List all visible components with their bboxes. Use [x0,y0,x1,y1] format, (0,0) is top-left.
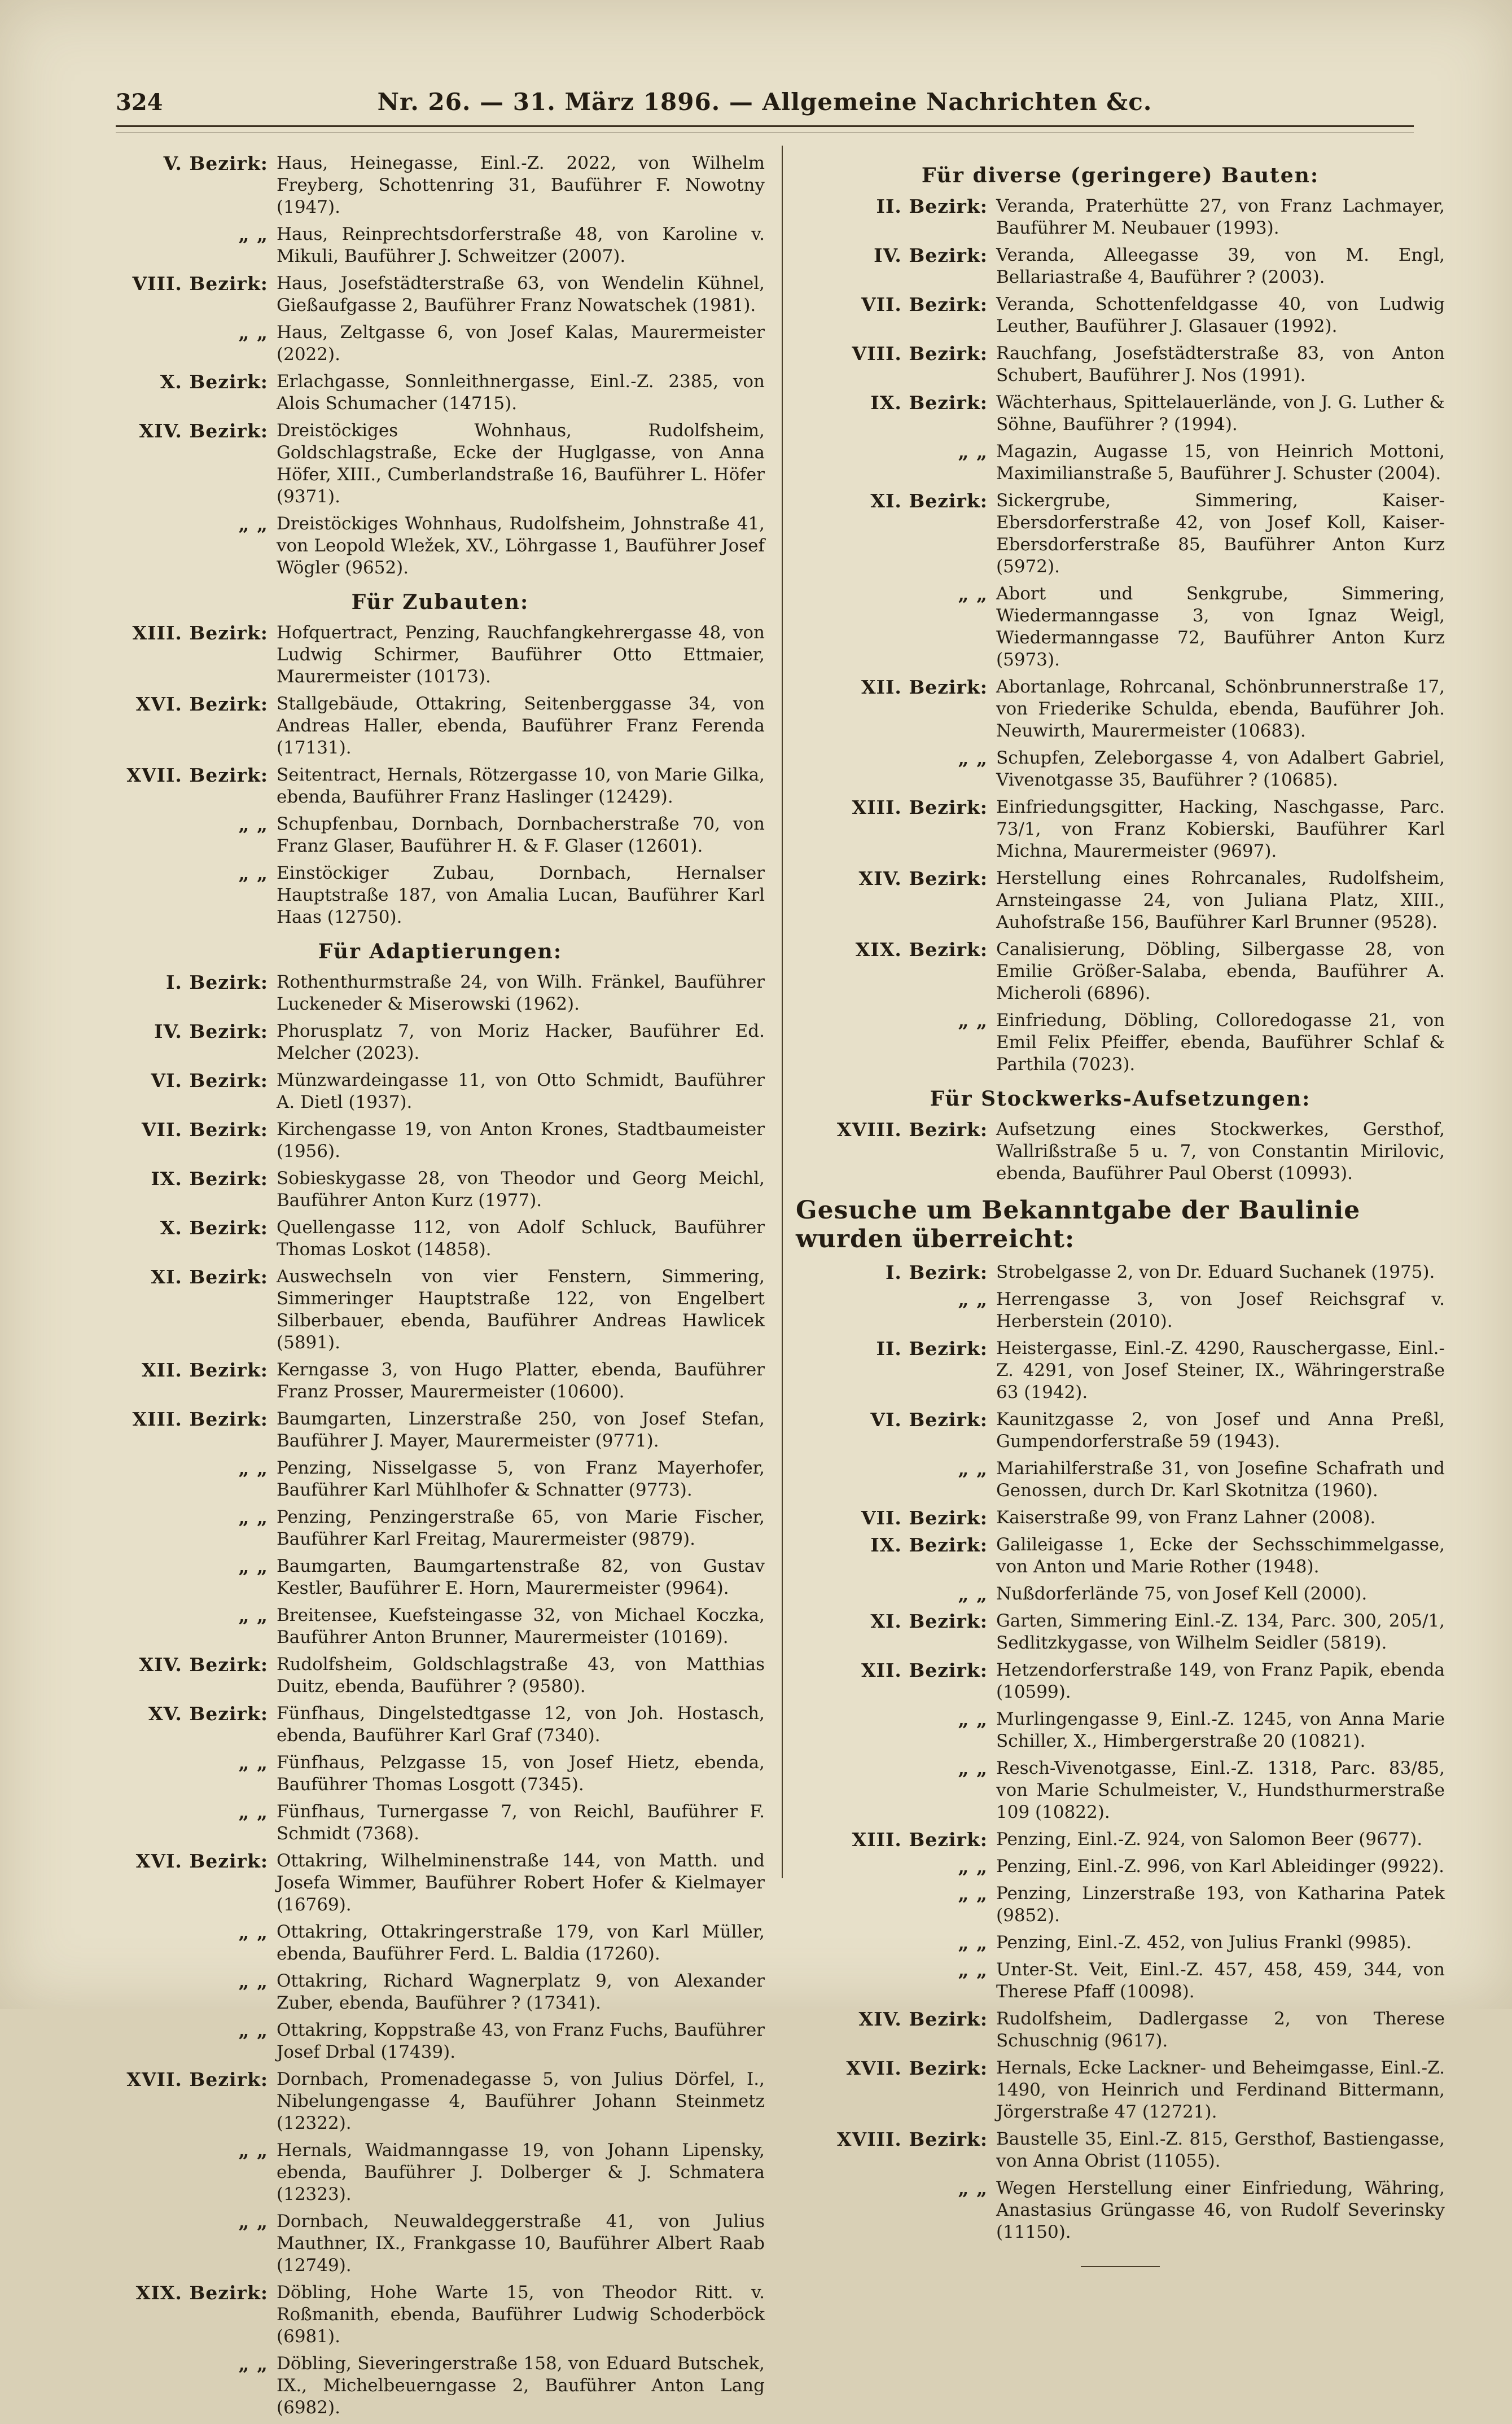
district-label: „ „ [958,747,988,769]
entry-text: Einfriedung, Döbling, Colloredogasse 21, von Emil Felix Pfeiffer, ebenda, Bauführer Schlaf & Parthila (7023). [996,1010,1445,1075]
district-label: XIII. Bezirk: [852,796,988,818]
listing-entry [796,1534,1445,1578]
entry-text: Baustelle 35, Einl.-Z. 815, Gersthof, Bastiengasse, von Anna Obrist (11055). [996,2129,1445,2171]
entry-text: Abort und Senkgrube, Simmering, Wiedermanngasse 3, von Ignaz Weigl, Wiedermanngasse 72, Bauführer Anton Kurz (5973). [996,584,1445,670]
district-label: „ „ [238,1605,268,1627]
entry-text: Münzwardeingasse 11, von Otto Schmidt, Bauführer A. Dietl (1937). [277,1070,765,1112]
entry-text: Dornbach, Promenadegasse 5, von Julius Dörfel, I., Nibelungengasse 4, Bauführer Johann Steinmetz (12322). [277,2069,765,2133]
district-label: IX. Bezirk: [870,392,988,414]
entry-text: Haus, Josefstädterstraße 63, von Wendelin Kühnel, Gießaufgasse 2, Bauführer Franz Nowatschek (1981). [277,273,765,315]
listing-entry [116,420,765,508]
entry-text: Mariahilferstraße 31, von Josefine Schafrath und Genossen, durch Dr. Karl Skotnitza (1960). [996,1458,1445,1501]
listing-entry [116,622,765,688]
district-label: „ „ [238,2353,268,2375]
district-label: IX. Bezirk: [151,1168,268,1190]
entry-text: Magazin, Augasse 15, von Heinrich Mottoni, Maximilianstraße 5, Bauführer J. Schuster (2004). [996,441,1445,484]
district-label: X. Bezirk: [160,371,268,393]
section-heading: Für Zubauten: [351,590,529,614]
listing-entry [796,1959,1445,2003]
entry-text: Fünfhaus, Turnergasse 7, von Reichl, Bauführer F. Schmidt (7368). [277,1801,765,1844]
right-column [796,152,1445,2267]
listing-entry [796,1932,1445,1954]
entry-text: Breitensee, Kuefsteingasse 32, von Michael Koczka, Bauführer Anton Brunner, Maurermeister (10169). [277,1605,765,1647]
district-label: X. Bezirk: [160,1217,268,1239]
entry-text: Einfriedungsgitter, Hacking, Naschgasse, Parc. 73/1, von Franz Kobierski, Bauführer Karl Michna, Maurermeister (9697). [996,797,1445,861]
listing-entry [796,676,1445,742]
district-label: „ „ [238,1921,268,1943]
entry-text: Baumgarten, Linzerstraße 250, von Josef Stefan, Bauführer J. Mayer, Maurermeister (9771). [277,1409,765,1451]
listing-entry [796,1757,1445,1824]
entry-text: Penzing, Linzerstraße 193, von Katharina Patek (9852). [996,1883,1445,1926]
entry-text: Stallgebäude, Ottakring, Seitenberggasse 34, von Andreas Haller, ebenda, Bauführer Franz Ferenda (17131). [277,694,765,758]
section-heading: Für Adaptierungen: [318,940,563,963]
listing-entry [796,583,1445,671]
listing-entry [796,2057,1445,2123]
listing-entry [116,1069,765,1114]
listing-entry [116,2019,765,2063]
entry-text: Strobelgasse 2, von Dr. Eduard Suchanek (1975). [996,1262,1435,1282]
entry-text: Fünfhaus, Pelzgasse 15, von Josef Hietz, ebenda, Bauführer Thomas Losgott (7345). [277,1752,765,1795]
listing-entry [796,1883,1445,1927]
listing-entry [796,1338,1445,1404]
district-label: VII. Bezirk: [141,1119,268,1141]
listing-entry [796,867,1445,933]
entry-text: Hernals, Ecke Lackner- und Beheimgasse, Einl.-Z. 1490, von Heinrich und Ferdinand Bittermann, Jörgerstraße 47 (12721). [996,2058,1445,2122]
listing-entry [116,1921,765,1965]
district-label: VI. Bezirk: [870,1409,988,1431]
listing-entry [116,693,765,759]
entry-text: Hernals, Waidmanngasse 19, von Johann Lipensky, ebenda, Bauführer J. Dolberger & J. Schmatera (12323). [277,2140,765,2204]
district-label: XII. Bezirk: [861,1659,988,1681]
section-heading: Für Stockwerks-Aufsetzungen: [930,1087,1311,1111]
listing-entry [116,513,765,579]
district-label: II. Bezirk: [876,195,988,217]
entry-text: Haus, Zeltgasse 6, von Josef Kalas, Maurermeister (2022). [277,322,765,365]
entry-text: Ottakring, Koppstraße 43, von Franz Fuchs, Bauführer Josef Drbal (17439). [277,2020,765,2062]
district-label: „ „ [958,1856,988,1878]
listing-entry [796,1856,1445,1878]
listing-entry [116,1119,765,1163]
listing-entry [796,939,1445,1005]
district-label: XI. Bezirk: [870,1610,988,1632]
listing-entry [796,392,1445,436]
listing-entry [796,1288,1445,1332]
listing-entry [796,1119,1445,1185]
district-label: „ „ [958,1010,988,1032]
listing-entry [116,1168,765,1212]
listing-entry [796,1507,1445,1529]
entry-text: Penzing, Einl.-Z. 924, von Salomon Beer (9677). [996,1829,1423,1849]
entry-text: Penzing, Einl.-Z. 996, von Karl Ableidinger (9922). [996,1856,1445,1877]
listing-entry [796,441,1445,485]
entry-text: Erlachgasse, Sonnleithnergasse, Einl.-Z. 2385, von Alois Schumacher (14715). [277,371,765,414]
listing-entry [116,1020,765,1064]
entry-text: Haus, Heinegasse, Einl.-Z. 2022, von Wilhelm Freyberg, Schottenring 31, Bauführer F. Nowotny (1947). [277,153,765,217]
listing-entry [116,223,765,268]
listing-entry [116,1752,765,1796]
district-label: „ „ [958,441,988,463]
entry-text: Wächterhaus, Spittelauerlände, von J. G. Luther & Söhne, Bauführer ? (1994). [996,392,1445,435]
entry-text: Unter-St. Veit, Einl.-Z. 457, 458, 459, 344, von Therese Pfaff (10098). [996,1960,1445,2002]
entry-text: Penzing, Einl.-Z. 452, von Julius Frankl (9985). [996,1932,1412,1953]
district-label: VI. Bezirk: [151,1069,268,1092]
section-heading-large: Gesuche um Bekanntgabe der Baulinie wurden überreicht: [796,1196,1361,1253]
district-label: XI. Bezirk: [151,1266,268,1288]
end-rule [1081,2266,1160,2267]
listing-entry [116,1850,765,1916]
entry-text: Resch-Vivenotgasse, Einl.-Z. 1318, Parc. 83/85, von Marie Schulmeister, V., Hundsthurmerstraße 109 (10822). [996,1758,1445,1822]
listing-entry [796,1829,1445,1851]
district-label: XIV. Bezirk: [139,1654,268,1676]
entry-text: Galileigasse 1, Ecke der Sechsschimmelgasse, von Anton und Marie Rother (1948). [996,1535,1445,1577]
listing-entry [116,971,765,1015]
district-label: „ „ [238,2140,268,2162]
column-divider [782,146,783,1878]
listing-entry [116,371,765,415]
district-label: „ „ [238,1457,268,1479]
entry-text: Ottakring, Ottakringerstraße 179, von Karl Müller, ebenda, Bauführer Ferd. L. Baldia (17260). [277,1922,765,1964]
entry-text: Hofquertract, Penzing, Rauchfangkehrergasse 48, von Ludwig Schirmer, Bauführer Otto Ettmaier, Maurermeister (10173). [277,623,765,687]
district-label: „ „ [238,1970,268,1992]
district-label: V. Bezirk: [163,152,268,174]
district-label: XII. Bezirk: [861,676,988,698]
entry-text: Veranda, Alleegasse 39, von M. Engl, Bellariastraße 4, Bauführer ? (2003). [996,245,1445,287]
listing-entry [116,2282,765,2348]
listing-entry [796,1010,1445,1076]
district-label: VIII. Bezirk: [132,273,268,295]
listing-entry [116,1970,765,2014]
listing-entry [116,1359,765,1403]
entry-text: Dreistöckiges Wohnhaus, Rudolfsheim, Johnstraße 41, von Leopold Wležek, XV., Löhrgasse 1, Bauführer Josef Wögler (9652). [277,514,765,578]
entry-text: Canalisierung, Döbling, Silbergasse 28, von Emilie Größer-Salaba, ebenda, Bauführer A. Micheroli (6896). [996,939,1445,1003]
district-label: „ „ [238,2211,268,2233]
entry-text: Garten, Simmering Einl.-Z. 134, Parc. 300, 205/1, Sedlitzkygasse, von Wilhelm Seidler (5819). [996,1611,1445,1653]
district-label: „ „ [238,862,268,884]
district-label: „ „ [238,1801,268,1823]
left-column [116,152,765,2424]
district-label: „ „ [238,813,268,835]
district-label: XVII. Bezirk: [126,2068,268,2090]
entry-text: Ottakring, Wilhelminenstraße 144, von Matth. und Josefa Wimmer, Bauführer Robert Hofer & Kielmayer (16769). [277,1851,765,1915]
listing-entry [796,747,1445,791]
page-title: Nr. 26. — 31. März 1896. — Allgemeine Nachrichten &c. [377,88,1152,116]
listing-entry [116,1266,765,1354]
listing-entry [796,343,1445,387]
entry-text: Dreistöckiges Wohnhaus, Rudolfsheim, Goldschlagstraße, Ecke der Huglgasse, von Anna Höfer, XIII., Cumberlandstraße 16, Bauführer L. Höfer (9371). [277,420,765,507]
district-label: XIII. Bezirk: [852,1829,988,1851]
district-label: XIII. Bezirk: [132,622,268,644]
entry-text: Seitentract, Hernals, Rötzergasse 10, von Marie Gilka, ebenda, Bauführer Franz Haslinger (12429). [277,765,765,807]
listing-entry [116,1703,765,1747]
entry-text: Heistergasse, Einl.-Z. 4290, Rauschergasse, Einl.-Z. 4291, von Josef Steiner, IX., Währingerstraße 63 (1942). [996,1338,1445,1402]
entry-text: Kaiserstraße 99, von Franz Lahner (2008). [996,1507,1376,1528]
listing-entry [116,273,765,317]
listing-entry [116,764,765,808]
entry-text: Aufsetzung eines Stockwerkes, Gersthof, Wallrißstraße 5 u. 7, von Constantin Mirilovic, ebenda, Bauführer Paul Oberst (10993). [996,1119,1445,1183]
entry-text: Quellengasse 112, von Adolf Schluck, Bauführer Thomas Loskot (14858). [277,1217,765,1260]
district-label: VIII. Bezirk: [852,343,988,365]
entry-text: Wegen Herstellung einer Einfriedung, Währing, Anastasius Grüngasse 46, von Rudolf Severinsky (11150). [996,2178,1445,2242]
district-label: „ „ [958,1959,988,1981]
entry-text: Penzing, Penzingerstraße 65, von Marie Fischer, Bauführer Karl Freitag, Maurermeister (9879). [277,1507,765,1549]
entry-text: Kaunitzgasse 2, von Josef und Anna Preßl, Gumpendorferstraße 59 (1943). [996,1409,1445,1452]
entry-text: Sobieskygasse 28, von Theodor und Georg Meichl, Bauführer Anton Kurz (1977). [277,1168,765,1211]
district-label: I. Bezirk: [165,971,268,993]
district-label: „ „ [238,322,268,344]
section-heading: Für diverse (geringere) Bauten: [921,164,1320,187]
district-label: „ „ [958,1583,988,1605]
entry-text: Kirchengasse 19, von Anton Krones, Stadtbaumeister (1956). [277,1119,765,1161]
listing-entry [116,1605,765,1649]
listing-entry [796,1409,1445,1453]
listing-entry [796,796,1445,862]
district-label: XVIII. Bezirk: [836,1119,988,1141]
district-label: II. Bezirk: [876,1338,988,1360]
entry-text: Einstöckiger Zubau, Dornbach, Hernalser Hauptstraße 187, von Amalia Lucan, Bauführer Karl Haas (12750). [277,863,765,927]
district-label: XIV. Bezirk: [858,867,988,889]
listing-entry [796,1261,1445,1283]
district-label: XVII. Bezirk: [846,2057,988,2079]
district-label: „ „ [238,513,268,535]
listing-entry [796,490,1445,578]
district-label: XVI. Bezirk: [135,693,268,715]
district-label: XII. Bezirk: [141,1359,268,1381]
entry-text: Fünfhaus, Dingelstedtgasse 12, von Joh. Hostasch, ebenda, Bauführer Karl Graf (7340). [277,1703,765,1746]
entry-text: Döbling, Hohe Warte 15, von Theodor Ritt. v. Roßmanith, ebenda, Bauführer Ludwig Schoderböck (6981). [277,2282,765,2347]
district-label: „ „ [238,2019,268,2041]
district-label: XIII. Bezirk: [132,1408,268,1430]
listing-entry [116,1555,765,1599]
entry-text: Hetzendorferstraße 149, von Franz Papik, ebenda (10599). [996,1660,1445,1702]
entry-text: Haus, Reinprechtsdorferstraße 48, von Karoline v. Mikuli, Bauführer J. Schweitzer (2007). [277,224,765,266]
listing-entry [796,244,1445,288]
listing-entry [116,1217,765,1261]
entry-text: Rudolfsheim, Goldschlagstraße 43, von Matthias Duitz, ebenda, Bauführer ? (9580). [277,1654,765,1697]
listing-entry [116,2211,765,2277]
district-label: „ „ [238,1752,268,1774]
district-label: XIX. Bezirk: [135,2282,268,2304]
entry-text: Abortanlage, Rohrcanal, Schönbrunnerstraße 17, von Friederike Schulda, ebenda, Bauführer Joh. Neuwirth, Maurermeister (10683). [996,677,1445,741]
district-label: „ „ [958,1288,988,1310]
district-label: XVII. Bezirk: [126,764,268,786]
header-rule [116,125,1414,133]
district-label: I. Bezirk: [885,1261,988,1283]
listing-entry [116,2140,765,2206]
listing-entry [116,1506,765,1550]
entry-text: Rothenthurmstraße 24, von Wilh. Fränkel, Bauführer Luckeneder & Miserowski (1962). [277,972,765,1014]
entry-text: Sickergrube, Simmering, Kaiser-Ebersdorferstraße 42, von Josef Koll, Kaiser-Ebersdorferstraße 85, Bauführer Anton Kurz (5972). [996,490,1445,577]
listing-entry [116,862,765,928]
district-label: VII. Bezirk: [861,293,988,315]
district-label: „ „ [958,1757,988,1779]
entry-text: Dornbach, Neuwaldeggerstraße 41, von Julius Mauthner, IX., Frankgasse 10, Bauführer Albert Raab (12749). [277,2211,765,2276]
entry-text: Veranda, Schottenfeldgasse 40, von Ludwig Leuther, Bauführer J. Glasauer (1992). [996,294,1445,336]
listing-entry [796,1610,1445,1654]
listing-entry [116,2353,765,2419]
district-label: „ „ [238,1555,268,1577]
entry-text: Schupfen, Zeleborgasse 4, von Adalbert Gabriel, Vivenotgasse 35, Bauführer ? (10685). [996,748,1445,790]
district-label: „ „ [958,2177,988,2199]
entry-text: Döbling, Sieveringerstraße 158, von Eduard Butschek, IX., Michelbeuerngasse 2, Bauführer Anton Lang (6982). [277,2353,765,2418]
listing-entry [116,1654,765,1698]
district-label: „ „ [958,1883,988,1905]
entry-text: Kerngasse 3, von Hugo Platter, ebenda, Bauführer Franz Prosser, Maurermeister (10600). [277,1360,765,1402]
listing-entry [796,1458,1445,1502]
district-label: VII. Bezirk: [861,1507,988,1529]
listing-entry [116,322,765,366]
listing-entry [796,2008,1445,2052]
district-label: XIV. Bezirk: [139,420,268,442]
listing-entry [796,1659,1445,1703]
district-label: „ „ [238,223,268,246]
listing-entry [116,1408,765,1452]
district-label: „ „ [958,1932,988,1954]
district-label: XIV. Bezirk: [858,2008,988,2030]
listing-entry [796,1583,1445,1605]
listing-entry [116,2068,765,2134]
listing-entry [116,1801,765,1845]
district-label: IV. Bezirk: [874,244,988,266]
entry-text: Auswechseln von vier Fenstern, Simmering, Simmeringer Hauptstraße 122, von Engelbert Silberbauer, ebenda, Bauführer Andreas Hawlicek (5891). [277,1266,765,1353]
entry-text: Penzing, Nisselgasse 5, von Franz Mayerhofer, Bauführer Karl Mühlhofer & Schnatter (9773). [277,1458,765,1500]
entry-text: Nußdorferlände 75, von Josef Kell (2000). [996,1584,1368,1604]
listing-entry [116,813,765,857]
entry-text: Rauchfang, Josefstädterstraße 83, von Anton Schubert, Bauführer J. Nos (1991). [996,343,1445,385]
district-label: „ „ [958,583,988,605]
district-label: „ „ [238,1506,268,1528]
entry-text: Herstellung eines Rohrcanales, Rudolfsheim, Arnsteingasse 24, von Juliana Platz, XIII., Auhofstraße 156, Bauführer Karl Brunner (9528). [996,868,1445,932]
district-label: IV. Bezirk: [154,1020,268,1042]
entry-text: Rudolfsheim, Dadlergasse 2, von Therese Schuschnig (9617). [996,2009,1445,2051]
entry-text: Herrengasse 3, von Josef Reichsgraf v. Herberstein (2010). [996,1289,1445,1331]
listing-entry [796,2128,1445,2172]
district-label: XVIII. Bezirk: [836,2128,988,2150]
listing-entry [796,293,1445,337]
listing-entry [116,1457,765,1501]
page-number: 324 [116,89,163,116]
entry-text: Schupfenbau, Dornbach, Dornbacherstraße 70, von Franz Glaser, Bauführer H. & F. Glaser (12601). [277,814,765,856]
entry-text: Murlingengasse 9, Einl.-Z. 1245, von Anna Marie Schiller, X., Himbergerstraße 20 (10821). [996,1709,1445,1751]
district-label: IX. Bezirk: [870,1534,988,1556]
listing-entry [796,2177,1445,2243]
listing-entry [116,152,765,218]
page-header [116,85,1414,119]
entry-text: Baumgarten, Baumgartenstraße 82, von Gustav Kestler, Bauführer E. Horn, Maurermeister (9964). [277,1556,765,1598]
entry-text: Phorusplatz 7, von Moriz Hacker, Bauführer Ed. Melcher (2023). [277,1021,765,1063]
listing-entry [796,1708,1445,1752]
entry-text: Veranda, Praterhütte 27, von Franz Lachmayer, Bauführer M. Neubauer (1993). [996,196,1445,238]
district-label: „ „ [958,1458,988,1480]
entry-text: Ottakring, Richard Wagnerplatz 9, von Alexander Zuber, ebenda, Bauführer ? (17341). [277,1971,765,2013]
district-label: XI. Bezirk: [870,490,988,512]
district-label: XVI. Bezirk: [135,1850,268,1872]
district-label: XIX. Bezirk: [855,939,988,961]
district-label: XV. Bezirk: [148,1703,268,1725]
listing-entry [796,195,1445,239]
district-label: „ „ [958,1708,988,1730]
